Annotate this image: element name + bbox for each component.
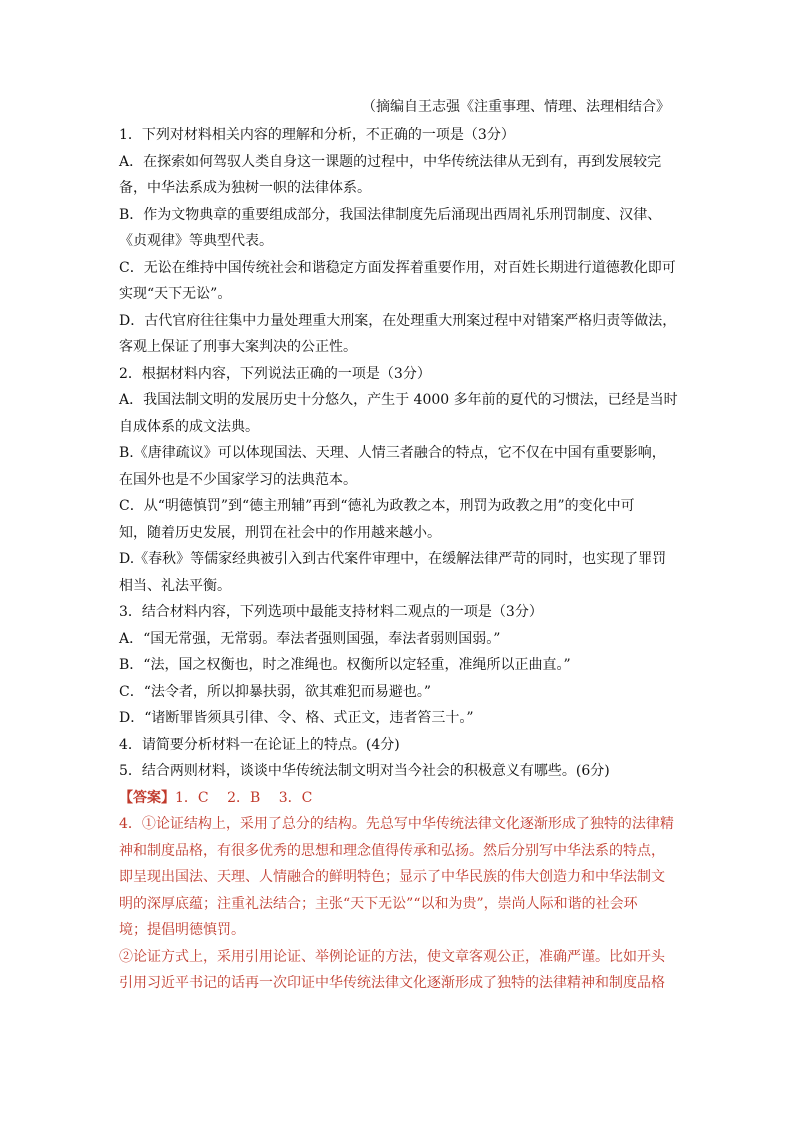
answer-key [119,785,675,812]
q1-stem: 1．下列对材料相关内容的理解和分析，不正确的一项是（3分） [119,127,515,143]
q2-stem: 2．根据材料内容，下列说法正确的一项是（3分） [119,365,431,382]
q1-option-a-line1: A．在探索如何驾驭人类自身这一课题的过程中，中华传统法律从无到有，再到发展较完 [119,153,662,170]
q2-option-c-line1: C．从“明德慎罚”到“德主刑辅”再到“德礼为政教之本，刑罚为政教之用”的变化中可 [119,498,635,514]
answer-4-line4: 明的深厚底蕴；注重礼法结合；主张“天下无讼”“以和为贵”，崇尚人际和谐的社会环 [119,895,638,912]
q2-option-c-line2: 知，随着历史发展，刑罚在社会中的作用越来越小。 [119,524,441,541]
q1-option-a-line2: 备，中华法系成为独树一帜的法律体系。 [119,180,371,196]
q3-stem: 3．结合材料内容，下列选项中最能支持材料二观点的一项是（3分） [119,604,543,620]
q1-option-d-line1: D．古代官府往往集中力量处理重大刑案，在处理重大刑案过程中对错案严格归责等做法， [119,312,677,329]
q1-option-d-line2: 客观上保证了刑事大案判决的公正性。 [119,339,357,355]
q1-option-b-line2: 《贞观律》等典型代表。 [119,233,273,249]
q2-option-b-line1: B.《唐律疏议》可以体现国法、天理、人情三者融合的特点，它不仅在中国有重要影响， [119,445,666,461]
q2-option-a-line2: 自成体系的成文法典。 [119,418,259,435]
q1-option-c-line1: C．无讼在维持中国传统社会和谐稳定方面发挥着重要作用，对百姓长期进行道德教化即可 [119,259,676,276]
answer-4-line1: 4．①论证结构上，采用了总分的结构。先总写中华传统法律文化逐渐形成了独特的法律精 [119,816,674,832]
q2-option-d-line2: 相当、礼法平衡。 [119,577,231,594]
q4-stem: 4．请简要分析材料一在论证上的特点。(4分) [119,736,400,753]
answer-choices: 1．C 2．B 3．C [175,789,313,806]
answer-4-line5: 境；提倡明德慎罚。 [119,922,245,938]
answer-4-line2: 神和制度品格，有很多优秀的思想和理念值得传承和弘扬。然后分别写中华法系的特点， [119,842,665,859]
q3-option-d: D．“诸断罪皆须具引律、令、格、式正文，违者笞三十。” [119,710,474,726]
q3-option-a: A．“国无常强，无常弱。奉法者强则国强，奉法者弱则国弱。” [119,630,501,647]
q5-stem: 5．结合两则材料，谈谈中华传统法制文明对当今社会的积极意义有哪些。(6分) [119,763,610,779]
q3-option-b: B．“法，国之权衡也，时之准绳也。权衡所以定轻重，准绳所以正曲直。” [119,657,571,673]
source-citation: （摘编自王志强《注重事理、情理、法理相结合》 [362,99,670,115]
answer-4-line7: 引用习近平书记的话再一次印证中华传统法律文化逐渐形成了独特的法律精神和制度品格 [119,975,665,991]
q3-option-c: C．“法令者，所以抑暴扶弱，欲其难犯而易避也。” [119,683,432,700]
q2-option-d-line1: D.《春秋》等儒家经典被引入到古代案件审理中，在缓解法律严苛的同时，也实现了罪罚 [119,551,667,567]
q2-option-b-line2: 在国外也是不少国家学习的法典范本。 [119,471,357,488]
q2-option-a-line1: A．我国法制文明的发展历史十分悠久，产生于 4000 多年前的夏代的习惯法，已经是当时 [119,392,678,408]
questions-section [119,122,678,997]
answer-4-line6: ②论证方式上，采用引用论证、举例论证的方法，使文章客观公正，准确严谨。比如开头 [119,948,665,965]
q1-option-c-line2: 实现“天下无讼”。 [119,286,232,302]
answer-4-line3: 即呈现出国法、天理、人情融合的鲜明特色；显示了中华民族的伟大创造力和中华法制文 [119,869,665,885]
q1-option-b-line1: B．作为文物典章的重要组成部分，我国法律制度先后涌现出西周礼乐刑罚制度、汉律、 [119,206,662,223]
answer-label: 【答案】 [119,789,175,806]
